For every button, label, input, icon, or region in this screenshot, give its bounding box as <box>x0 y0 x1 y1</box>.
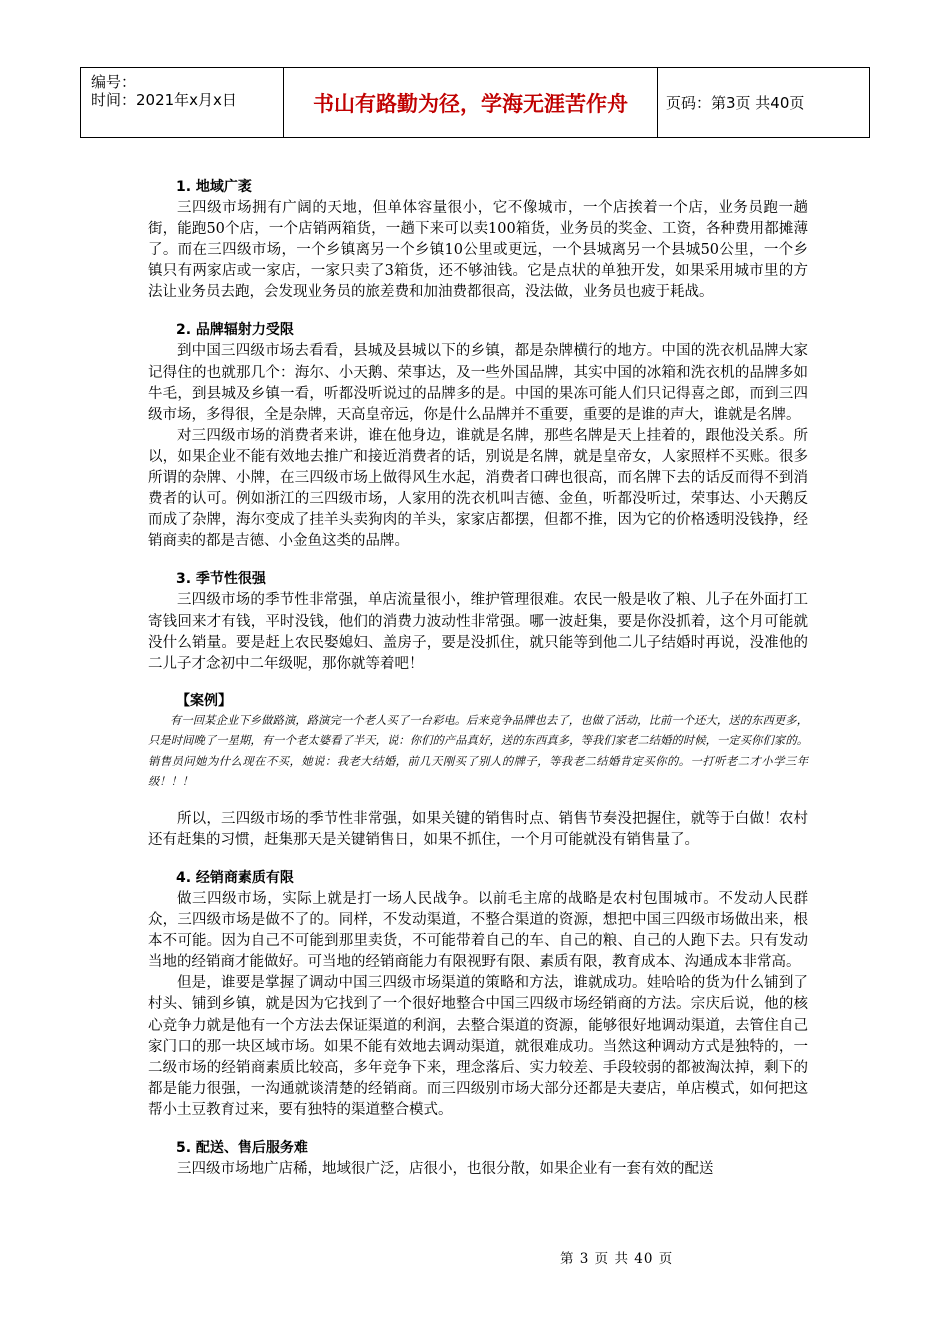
section-title: 4. 经销商素质有限 <box>176 869 294 886</box>
section-title: 2. 品牌辐射力受限 <box>176 322 294 339</box>
header-motto-cell <box>284 68 658 137</box>
page-header <box>80 67 870 138</box>
case-text: 有一回某企业下乡做路演，路演完一个老人买了一台彩电。后来竞争品牌也去了，也做了活动，比前一个还大，送的东西更多，只是时间晚了一星期，有一个老太婆看了半天，说：你们的产品真好，送的东西真多，等我们家老二结婚的时候，一定买你们家的。销售员问她为什么现在不买，她说：我老大结婚，前几天刚买了别人的牌子，等我老二结婚肯定买你的。一打听老二才小学三年级！！！ <box>148 713 808 789</box>
header-left-cell <box>81 68 284 137</box>
document-code-label: 编号： <box>91 73 137 91</box>
section-title: 5. 配送、售后服务难 <box>176 1140 308 1156</box>
case-title: 【案例】 <box>176 692 232 709</box>
section-title: 1. 地域广袤 <box>176 179 252 195</box>
header-page-cell <box>658 68 869 137</box>
paragraph: 做三四级市场，实际上就是打一场人民战争。以前毛主席的战略是农村包围城市。不发动人民群众，三四级市场是做不了的。同样，不发动渠道，不整合渠道的资源，想把中国三四级市场做出来，根本不可能。因为自己不可能到那里卖货，不可能带着自己的车、自己的粮、自己的人跑下去。只有发动当地的经销商才能做好。可当地的经销商能力有限视野有限、素质有限，教育成本、沟通成本非常高。 <box>148 890 808 971</box>
paragraph: 三四级市场地广店稀，地域很广泛，店很小，也很分散，如果企业有一套有效的配送 <box>177 1161 714 1177</box>
case-box <box>148 691 808 793</box>
section-title: 3. 季节性很强 <box>176 571 266 588</box>
paragraph: 到中国三四级市场去看看，县城及县城以下的乡镇，都是杂牌横行的地方。中国的洗衣机品牌大家记得住的也就那几个：海尔、小天鹅、荣事达，及一些外国品牌，其实中国的冰箱和洗衣机的品牌多如牛毛，到县城及乡镇一看，听都没听说过的品牌多的是。中国的果冻可能人们只记得喜之郎，而到三四级市场，多得很，全是杂牌，天高皇帝远，你是什么品牌并不重要，重要的是谁的声大，谁就是名牌。 <box>148 343 808 423</box>
header-page-info: 页码：第3页 共40页 <box>666 93 805 112</box>
paragraph: 对三四级市场的消费者来讲，谁在他身边，谁就是名牌，那些名牌是天上挂着的，跟他没关系。所以，如果企业不能有效地去推广和接近消费者的话，别说是名牌，就是皇帝女，人家照样不买账。很多所谓的杂牌、小牌，在三四级市场上做得风生水起，消费者口碑也很高，而名牌下去的话反而得不到消费者的认可。例如浙江的三四级市场，人家用的洗衣机叫吉德、金鱼，听都没听过，荣事达、小天鹅反而成了杂牌，海尔变成了挂羊头卖狗肉的羊头，家家店都摆，但都不推，因为它的价格透明没钱挣，经销商卖的都是吉德、小金鱼这类的品牌。 <box>148 427 808 550</box>
paragraph: 所以，三四级市场的季节性非常强，如果关键的销售时点、销售节奏没把握住，就等于白做！农村还有赶集的习惯，赶集那天是关键销售日，如果不抓住，一个月可能就没有销售量了。 <box>148 810 808 848</box>
paragraph: 三四级市场的季节性非常强，单店流量很小，维护管理很难。农民一般是收了粮、儿子在外面打工寄钱回来才有钱，平时没钱，他们的消费力波动性非常强。哪一波赶集，要是你没抓着，这个月可能就没什么销量。要是赶上农民娶媳妇、盖房子，要是没抓住，就只能等到他二儿子结婚时再说，没准他的二儿子才念初中二年级呢，那你就等着吧！ <box>148 592 808 672</box>
document-body <box>148 176 808 1180</box>
page-footer: 第 3 页 共 40 页 <box>560 1251 674 1267</box>
paragraph: 但是，谁要是掌握了调动中国三四级市场渠道的策略和方法，谁就成功。娃哈哈的货为什么铺到了村头、铺到乡镇，就是因为它找到了一个很好地整合中国三四级市场经销商的方法。宗庆后说，他的核心竞争力就是他有一个方法去保证渠道的利润，去整合渠道的资源，能够很好地调动渠道，去管住自己家门口的那一块区域市场。如果不能有效地去调动渠道，就很难成功。当然这种调动方式是独特的，一二级市场的经销商素质比较高，多年竞争下来，理念落后、实力较差、手段较弱的都被淘汰掉，剩下的都是能力很强，一沟通就谈清楚的经销商。而三四级别市场大部分还都是夫妻店，单店模式，如何把这帮小土豆教育过来，要有独特的渠道整合模式。 <box>148 975 808 1118</box>
document-time-label: 时间：2021年x月x日 <box>91 91 237 109</box>
paragraph: 三四级市场拥有广阔的天地，但单体容量很小，它不像城市，一个店挨着一个店，业务员跑一趟街，能跑50个店，一个店销两箱货，一趟下来可以卖100箱货，业务员的奖金、工资，各种费用都摊薄了。而在三四级市场，一个乡镇离另一个乡镇10公里或更远，一个县城离另一个县城50公里，一个乡镇只有两家店或一家店，一家只卖了3箱货，还不够油钱。它是点状的单独开发，如果采用城市里的方法让业务员去跑，会发现业务员的旅差费和加油费都很高，没法做，业务员也疲于耗战。 <box>148 200 808 301</box>
header-motto: 书山有路勤为径，学海无涯苦作舟 <box>313 91 628 116</box>
